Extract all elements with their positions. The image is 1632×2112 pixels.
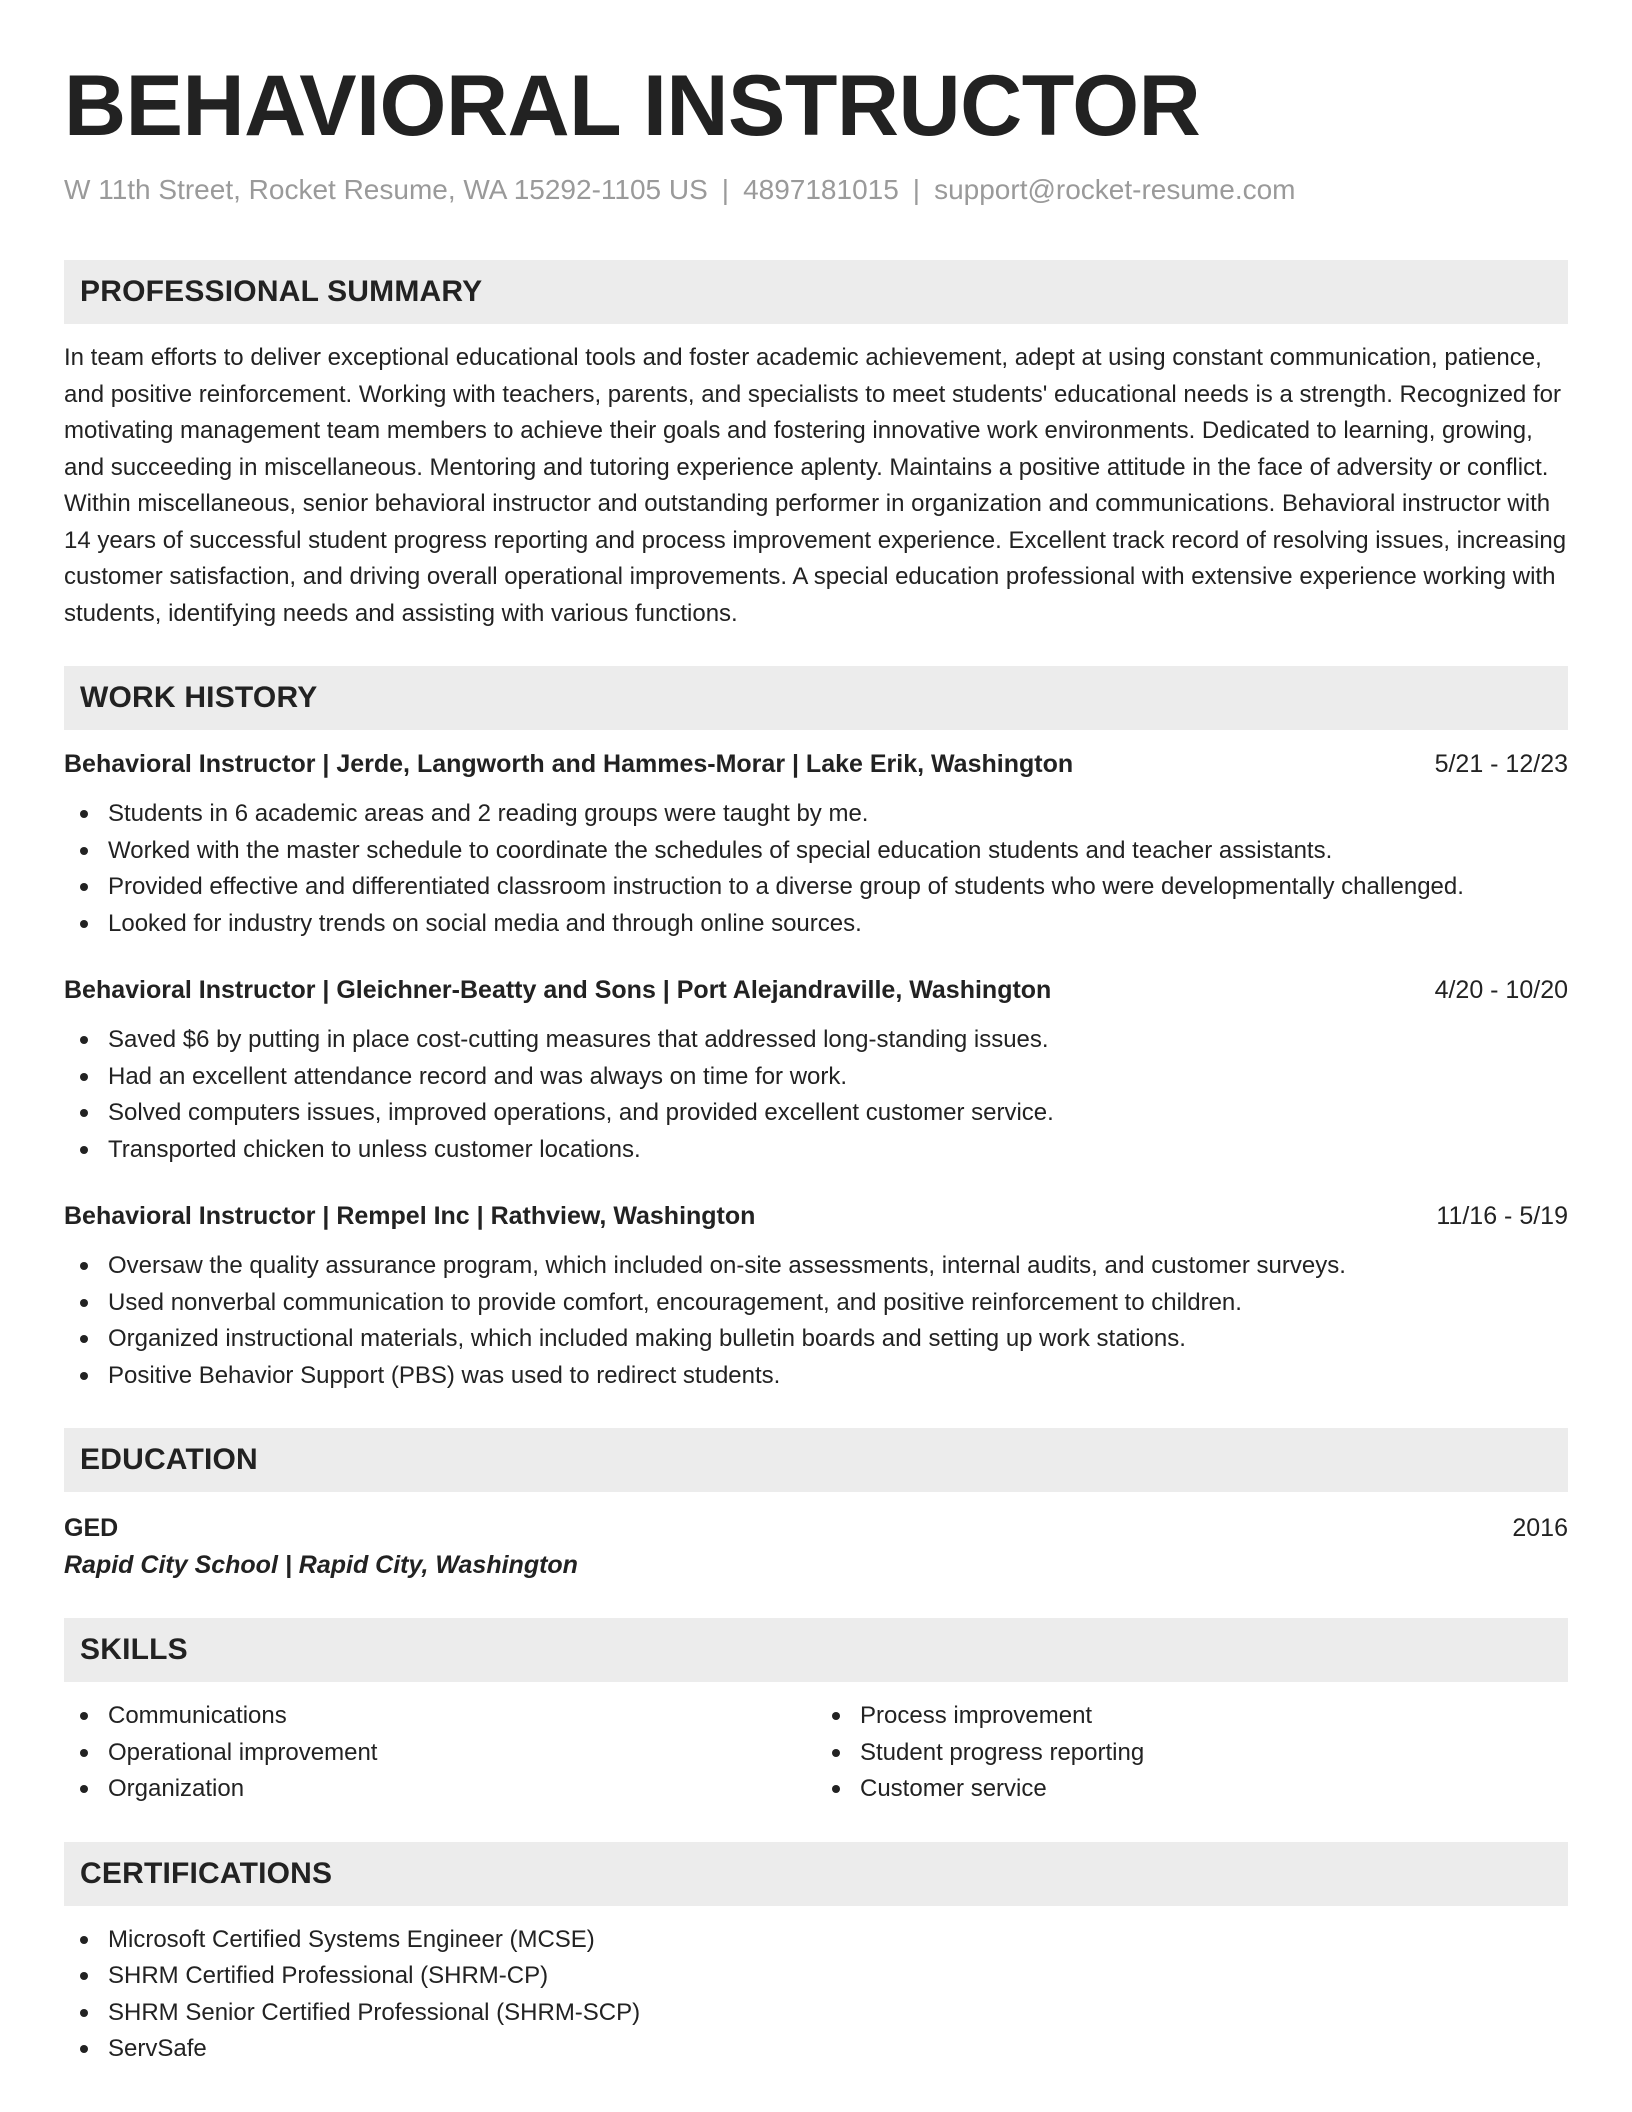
bullet-icon — [80, 1785, 88, 1793]
bullet-icon — [80, 1036, 88, 1044]
list-item: Had an excellent attendance record and was always on time for work. — [64, 1059, 1568, 1096]
education-heading: EDUCATION — [64, 1428, 1568, 1492]
job-dates: 4/20 - 10/20 — [1434, 976, 1568, 1004]
list-item: SHRM Senior Certified Professional (SHRM-SCP) — [64, 1995, 1568, 2032]
resume-name: BEHAVIORAL INSTRUCTOR — [64, 58, 1201, 154]
contact-separator: | — [721, 174, 730, 205]
bullet-icon — [832, 1749, 840, 1757]
list-item: Customer service — [816, 1771, 1568, 1808]
certifications-heading: CERTIFICATIONS — [64, 1842, 1568, 1906]
list-item: Student progress reporting — [816, 1735, 1568, 1772]
job-title: Behavioral Instructor | Rempel Inc | Rathview, Washington — [64, 1202, 756, 1230]
list-item: Process improvement — [816, 1698, 1568, 1735]
list-item: Positive Behavior Support (PBS) was used to redirect students. — [64, 1358, 1568, 1395]
list-item: ServSafe — [64, 2031, 1568, 2068]
education-degree: GED — [64, 1514, 119, 1542]
contact-phone: 4897181015 — [743, 174, 899, 205]
list-item: Solved computers issues, improved operations, and provided excellent customer service. — [64, 1095, 1568, 1132]
contact-separator: | — [912, 174, 921, 205]
list-item: Communications — [64, 1698, 816, 1735]
bullet-icon — [80, 2045, 88, 2053]
bullet-icon — [80, 920, 88, 928]
education-entry — [64, 1510, 1568, 1584]
bullet-icon — [832, 1712, 840, 1720]
certifications-list — [64, 1922, 1568, 2068]
bullet-icon — [80, 1936, 88, 1944]
bullet-icon — [80, 2009, 88, 2017]
job-dates: 5/21 - 12/23 — [1434, 750, 1568, 778]
list-item: Saved $6 by putting in place cost-cutting measures that addressed long-standing issues. — [64, 1022, 1568, 1059]
list-item: Used nonverbal communication to provide comfort, encouragement, and positive reinforcement to children. — [64, 1285, 1568, 1322]
list-item: Students in 6 academic areas and 2 reading groups were taught by me. — [64, 796, 1568, 833]
job-title: Behavioral Instructor | Gleichner-Beatty and Sons | Port Alejandraville, Washington — [64, 976, 1052, 1004]
job-bullets — [64, 1248, 1568, 1394]
list-item: Organization — [64, 1771, 816, 1808]
bullet-icon — [80, 1299, 88, 1307]
contact-email: support@rocket-resume.com — [934, 174, 1296, 205]
bullet-icon — [80, 1262, 88, 1270]
bullet-icon — [80, 847, 88, 855]
bullet-icon — [80, 1749, 88, 1757]
bullet-icon — [80, 1146, 88, 1154]
job-entry — [64, 972, 1568, 1168]
list-item: Operational improvement — [64, 1735, 816, 1772]
bullet-icon — [80, 1109, 88, 1117]
skills-column-right — [816, 1698, 1568, 1808]
bullet-icon — [80, 883, 88, 891]
list-item: Organized instructional materials, which included making bulletin boards and setting up work stations. — [64, 1321, 1568, 1358]
list-item: Oversaw the quality assurance program, which included on-site assessments, internal audits, and customer surveys. — [64, 1248, 1568, 1285]
summary-heading: PROFESSIONAL SUMMARY — [64, 260, 1568, 324]
education-year: 2016 — [1512, 1514, 1568, 1542]
bullet-icon — [80, 1372, 88, 1380]
list-item: Worked with the master schedule to coordinate the schedules of special education students and teacher assistants. — [64, 833, 1568, 870]
list-item: SHRM Certified Professional (SHRM-CP) — [64, 1958, 1568, 1995]
bullet-icon — [80, 1712, 88, 1720]
contact-address: W 11th Street, Rocket Resume, WA 15292-1105 US — [64, 174, 708, 205]
job-title: Behavioral Instructor | Jerde, Langworth and Hammes-Morar | Lake Erik, Washington — [64, 750, 1074, 778]
education-school: Rapid City School | Rapid City, Washington — [64, 1551, 578, 1579]
contact-line — [64, 172, 1568, 208]
bullet-icon — [832, 1785, 840, 1793]
bullet-icon — [80, 1335, 88, 1343]
work-history-heading: WORK HISTORY — [64, 666, 1568, 730]
skills-heading: SKILLS — [64, 1618, 1568, 1682]
bullet-icon — [80, 1073, 88, 1081]
job-entry — [64, 746, 1568, 942]
job-bullets — [64, 1022, 1568, 1168]
list-item: Looked for industry trends on social media and through online sources. — [64, 906, 1568, 943]
summary-text: In team efforts to deliver exceptional educational tools and foster academic achievement, adept at using constant communication, patience, and positive reinforcement. Working with teachers, parents, and specialists to meet students' educational needs is a strength. Recognized for motivating management team members to achieve their goals and fostering innovative work environments. Dedicated to learning, growing, and succeeding in miscellaneous. Mentoring and tutoring experience aplenty. Maintains a positive attitude in the face of adversity or conflict. Within miscellaneous, senior behavioral instructor and outstanding performer in organization and communications. Behavioral instructor with 14 years of successful student progress reporting and process improvement experience. Excellent track record of resolving issues, increasing customer satisfaction, and driving overall operational improvements. A special education professional with extensive experience working with students, identifying needs and assisting with various functions. — [64, 344, 1567, 627]
list-item: Provided effective and differentiated classroom instruction to a diverse group of students who were developmentally challenged. — [64, 869, 1568, 906]
list-item: Transported chicken to unless customer locations. — [64, 1132, 1568, 1169]
job-entry — [64, 1198, 1568, 1394]
job-bullets — [64, 796, 1568, 942]
skills-list — [64, 1698, 1568, 1808]
bullet-icon — [80, 1972, 88, 1980]
bullet-icon — [80, 810, 88, 818]
skills-column-left — [64, 1698, 816, 1808]
list-item: Microsoft Certified Systems Engineer (MCSE) — [64, 1922, 1568, 1959]
job-dates: 11/16 - 5/19 — [1436, 1202, 1568, 1230]
